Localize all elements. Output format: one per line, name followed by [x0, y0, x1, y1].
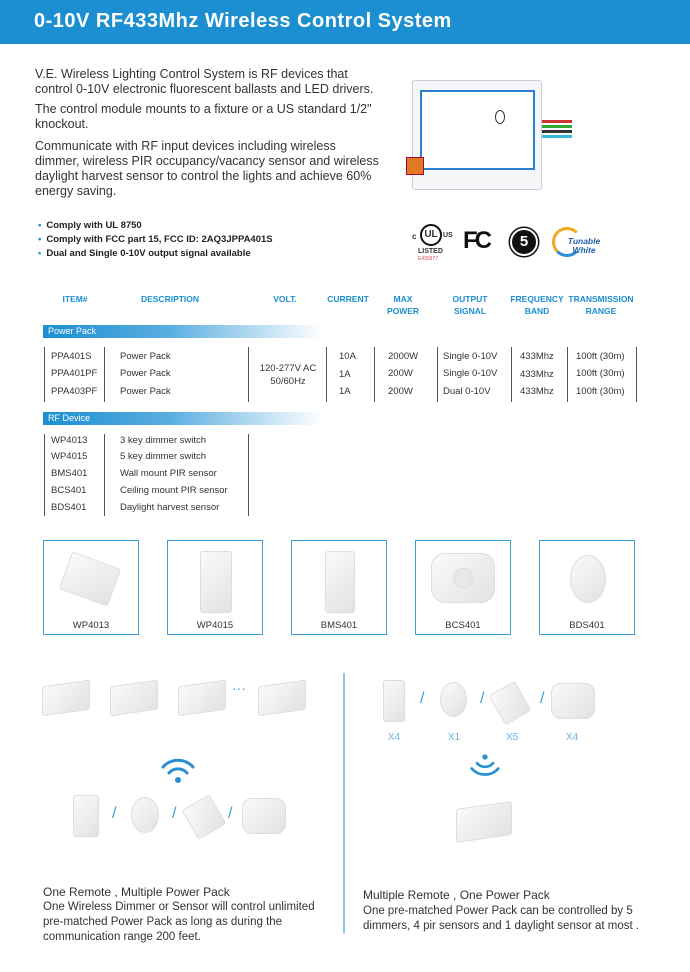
power-cell: 2000W [388, 351, 419, 362]
range-cell: 100ft (30m) [576, 386, 625, 397]
table-column-divider [511, 347, 512, 402]
item-cell: WP4015 [51, 451, 88, 462]
signal-cell: Single 0-10V [443, 368, 498, 379]
description-cell: Power Pack [120, 368, 171, 379]
range-cell: 100ft (30m) [576, 351, 625, 362]
device-image [258, 680, 306, 717]
table-column-divider [104, 434, 105, 516]
wireless-signal-icon [160, 757, 196, 785]
current-cell: 1A [339, 369, 351, 380]
col-header-description: DESCRIPTION [140, 294, 200, 304]
col-header-max-power: MAX POWER [386, 294, 420, 316]
separator-slash: / [228, 805, 233, 822]
section-bar-rf-device: RF Device [43, 412, 323, 425]
power-pack-image [456, 801, 512, 843]
device-image [59, 551, 122, 606]
col-header-current: CURRENT [327, 294, 369, 304]
separator-slash: / [172, 805, 177, 822]
current-cell: 10A [339, 351, 356, 362]
item-cell: BCS401 [51, 485, 87, 496]
device-image [110, 680, 158, 717]
device-image [200, 551, 232, 613]
table-column-divider [437, 347, 438, 402]
signal-cell: Dual 0-10V [443, 386, 491, 397]
bullet: • Dual and Single 0-10V output signal available [38, 248, 251, 259]
table-column-divider [326, 347, 327, 402]
band-cell: 433Mhz [520, 351, 554, 362]
left-caption-body: One Wireless Dimmer or Sensor will control unlimited pre-matched Power Pack as long as during the communication range 200 feet. [43, 901, 315, 943]
wireless-signal-icon [469, 752, 501, 778]
quantity-label: X4 [566, 732, 579, 743]
right-caption-title: Multiple Remote , One Power Pack [363, 888, 550, 902]
product-card-wp4015 [167, 540, 263, 635]
table-column-divider [567, 347, 568, 402]
volt-cell: 120-277V AC 50/60Hz [259, 363, 317, 387]
item-cell: PPA401S [51, 351, 92, 362]
item-cell: PPA403PF [51, 386, 98, 397]
section-bar-power-pack: Power Pack [43, 325, 323, 338]
separator-slash: / [112, 805, 117, 822]
description-cell: Power Pack [120, 386, 171, 397]
col-header-output-signal: OUTPUT SIGNAL [452, 294, 488, 316]
current-cell: 1A [339, 386, 351, 397]
device-image [182, 794, 227, 839]
device-image [383, 680, 405, 722]
signal-cell: Single 0-10V [443, 351, 498, 362]
device-image [440, 682, 467, 717]
product-label: BCS401 [445, 620, 481, 631]
ellipsis: ··· [232, 680, 246, 696]
device-image [42, 680, 90, 717]
product-label: BMS401 [320, 620, 358, 631]
product-label: BDS401 [569, 620, 605, 631]
col-header-volt: VOLT. [273, 294, 297, 304]
product-card-wp4013 [43, 540, 139, 635]
quantity-label: X4 [388, 732, 401, 743]
intro-paragraph: V.E. Wireless Lighting Control System is RF devices that control 0-10V electronic fluorescent ballasts and LED drivers. [35, 67, 374, 96]
table-column-divider [44, 347, 45, 402]
description-cell: 3 key dimmer switch [120, 435, 207, 446]
col-header-transmission-range: TRANSMISSION RANGE [568, 294, 634, 316]
separator-slash: / [420, 690, 425, 707]
page-title: 0-10V RF433Mhz Wireless Control System [34, 10, 452, 32]
device-image [73, 795, 99, 837]
band-cell: 433Mhz [520, 386, 554, 397]
ul-listed-logo: c UL US LISTED E495877 [412, 224, 458, 264]
quantity-label: X5 [506, 732, 519, 743]
intro-paragraph: The control module mounts to a fixture or a US standard 1/2" knockout. [35, 102, 372, 131]
quantity-label: X1 [448, 732, 461, 743]
table-column-divider [636, 347, 637, 402]
device-image [551, 683, 595, 719]
power-cell: 200W [388, 386, 413, 397]
separator-slash: / [540, 690, 545, 707]
table-column-divider [374, 347, 375, 402]
bullet: • Comply with UL 8750 [38, 220, 142, 231]
product-card-bcs401 [415, 540, 511, 635]
table-column-divider [44, 434, 45, 516]
device-image [570, 555, 606, 603]
table-column-divider [248, 434, 249, 516]
left-caption-title: One Remote , Multiple Power Pack [43, 885, 230, 899]
description-cell: Wall mount PIR sensor [120, 468, 217, 479]
tunable-white-logo: Tunable White [552, 227, 604, 261]
device-image [242, 798, 286, 834]
bullet: • Comply with FCC part 15, FCC ID: 2AQ3JPPA401S [38, 234, 273, 245]
description-cell: Daylight harvest sensor [120, 502, 220, 513]
device-image [489, 681, 532, 725]
intro-paragraph: Communicate with RF input devices including wireless dimmer, wireless PIR occupancy/vacancy sensor and wireless daylight harvest sensor to control the lights and achieve 60% energy saving. [35, 139, 379, 198]
description-cell: Power Pack [120, 351, 171, 362]
power-pack-product-image [400, 75, 575, 200]
description-cell: Ceiling mount PIR sensor [120, 485, 228, 496]
product-label: WP4013 [72, 620, 110, 631]
power-cell: 200W [388, 368, 413, 379]
table-column-divider [248, 347, 249, 402]
divider [343, 673, 345, 933]
item-cell: WP4013 [51, 435, 88, 446]
col-header-item: ITEM# [62, 294, 88, 304]
fcc-logo: FC [463, 227, 489, 254]
item-cell: BDS401 [51, 502, 87, 513]
item-cell: PPA401PF [51, 368, 98, 379]
range-cell: 100ft (30m) [576, 368, 625, 379]
item-cell: BMS401 [51, 468, 88, 479]
device-image [325, 551, 355, 613]
table-column-divider [104, 347, 105, 402]
right-caption-body: One pre-matched Power Pack can be controlled by 5 dimmers, 4 pir sensors and 1 daylight sensor at most . [363, 905, 640, 932]
description-cell: 5 key dimmer switch [120, 451, 207, 462]
band-cell: 433Mhz [520, 369, 554, 380]
five-year-warranty-logo: 5 [510, 228, 538, 256]
product-card-bms401 [291, 540, 387, 635]
device-image [178, 680, 226, 717]
col-header-frequency-band: FREQUENCY BAND [510, 294, 564, 316]
header-bar [0, 0, 690, 44]
separator-slash: / [480, 690, 485, 707]
device-image [131, 797, 159, 833]
product-label: WP4015 [196, 620, 234, 631]
product-card-bds401 [539, 540, 635, 635]
